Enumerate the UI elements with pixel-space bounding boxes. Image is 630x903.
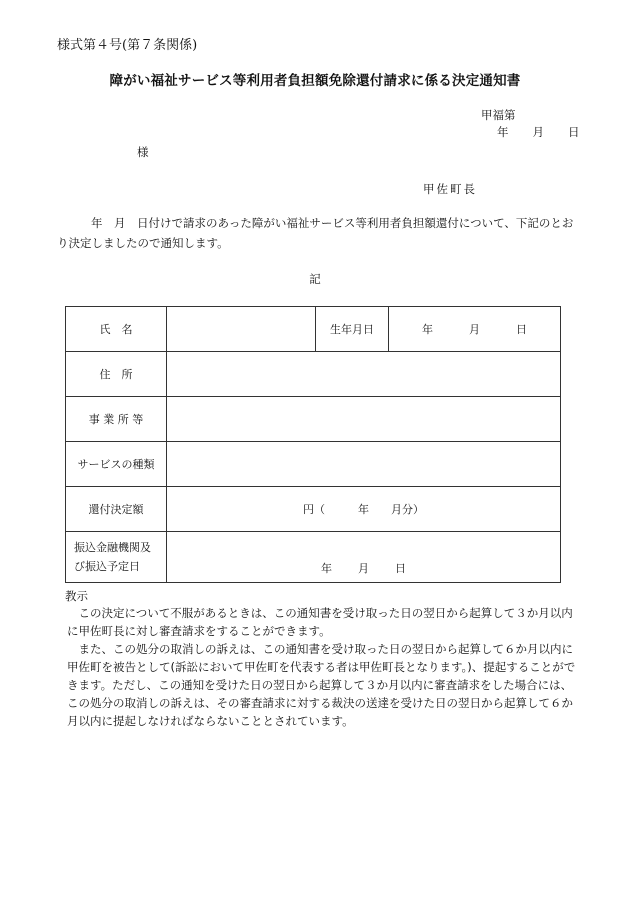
transfer-date <box>167 532 561 583</box>
address-label: 住 所 <box>66 352 167 397</box>
addressee: 様 <box>137 145 149 159</box>
note-paragraph: この決定について不服があるときは、この通知書を受け取った日の翌日から起算して３か月以内に甲佐町長に対し審査請求をすることができます。 <box>67 606 573 638</box>
notice-body <box>57 213 579 253</box>
birth-day: 日 <box>516 323 527 336</box>
document-number: 甲福第 <box>481 108 516 122</box>
transfer-label <box>66 532 167 583</box>
transfer-month: 月 <box>358 562 369 575</box>
transfer-year: 年 <box>321 562 332 575</box>
form-number: 様式第４号(第７条関係) <box>57 38 198 53</box>
service-value <box>167 442 561 487</box>
office-label: 事 業 所 等 <box>66 397 167 442</box>
refund-value: 円（ 年 月分） <box>167 487 561 532</box>
transfer-day: 日 <box>395 562 406 575</box>
notes <box>67 604 579 730</box>
notice-body-text: 年 月 日付けで請求のあった障がい福祉サービス等利用者負担額還付について、下記のとおり決定しましたので通知します。 <box>57 216 574 250</box>
notes-title: 教示 <box>65 589 88 603</box>
refund-label: 還付決定額 <box>66 487 167 532</box>
ki-heading: 記 <box>309 272 321 286</box>
note-paragraph: また、この処分の取消しの訴えは、この通知書を受け取った日の翌日から起算して６か月以内に甲佐町を被告として(訴訟において甲佐町を代表する者は甲佐町長となります。)、提起することができます。ただし、この通知を受けた日の翌日から起算して３か月以内に審査請求をした場合には、この処分の取消しの訴えは、その審査請求に対する裁決の送達を受けた日の翌日から起算して６か月以内に提起しなければならないこととされています。 <box>67 642 576 728</box>
date-month: 月 <box>532 125 544 139</box>
birth-value <box>389 307 561 352</box>
date-day: 日 <box>568 125 580 139</box>
date-year: 年 <box>497 125 509 139</box>
document-title: 障がい福祉サービス等利用者負担額免除還付請求に係る決定通知書 <box>109 73 521 89</box>
birth-month: 月 <box>469 323 480 336</box>
birth-label: 生年月日 <box>316 307 389 352</box>
issue-date <box>497 124 580 140</box>
birth-year: 年 <box>422 323 433 336</box>
name-value <box>167 307 316 352</box>
office-row <box>66 397 561 442</box>
issuer: 甲佐町長 <box>423 182 477 196</box>
details-table <box>65 306 561 583</box>
name-label: 氏 名 <box>66 307 167 352</box>
refund-row <box>66 487 561 532</box>
transfer-label-text: 振込金融機関及び振込予定日 <box>74 541 151 573</box>
address-row <box>66 352 561 397</box>
name-row <box>66 307 561 352</box>
office-value <box>167 397 561 442</box>
service-row <box>66 442 561 487</box>
address-value <box>167 352 561 397</box>
service-label: サービスの種類 <box>66 442 167 487</box>
transfer-row <box>66 532 561 583</box>
